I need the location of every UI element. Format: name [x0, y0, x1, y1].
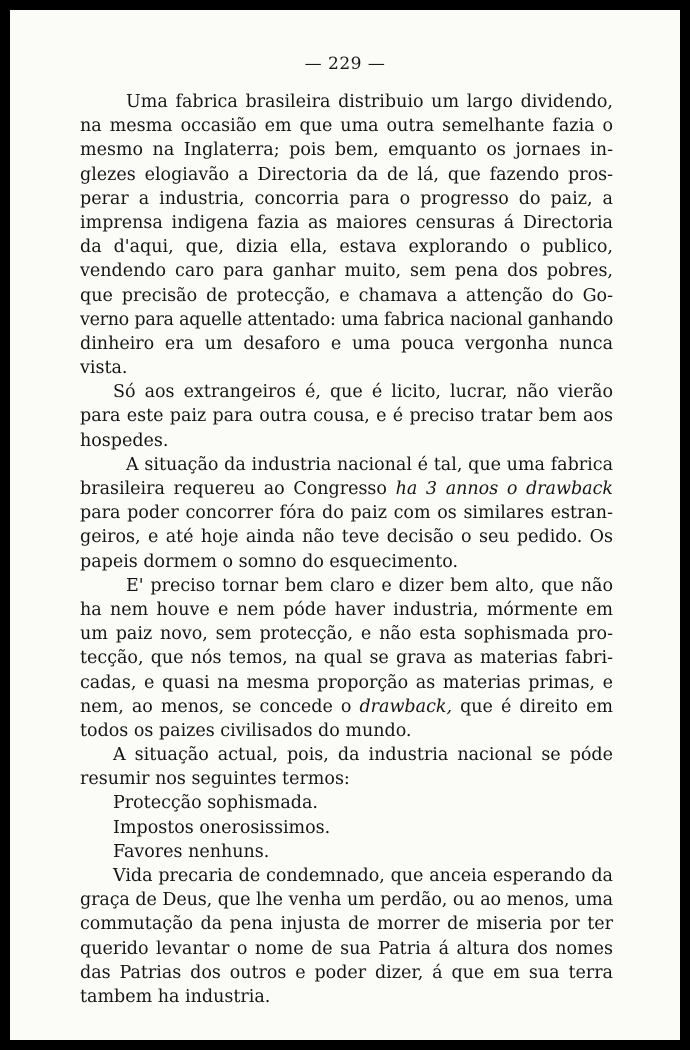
text-line: imprensa indigena fazia as maiores censuras á Directoria — [80, 212, 613, 233]
italic-phrase: ha 3 annos o drawback — [395, 479, 614, 499]
text-line: todos os paizes civilisados do mundo. — [80, 720, 412, 741]
italic-word: drawback, — [359, 696, 453, 717]
text-line: dinheiro era um desaforo e uma pouca vergonha nunca — [80, 333, 613, 354]
text-line: Só aos extrangeiros é, que é licito, lucrar, não vierão — [113, 382, 613, 403]
summary-list — [80, 791, 613, 864]
page-number: — 229 — — [304, 54, 386, 74]
paragraph-5 — [80, 743, 613, 791]
text-line: E' preciso tornar bem claro e dizer bem alto, que não — [126, 575, 613, 596]
text-line: das Patrias dos outros e poder dizer, á que em sua terra — [80, 962, 613, 983]
text-line: vendendo caro para ganhar muito, sem pena dos pobres, — [80, 261, 613, 282]
text-segment: nem, ao menos, se concede o — [80, 696, 360, 717]
text-line: um paiz novo, sem protecção, e não esta sophismada pro- — [80, 624, 613, 645]
text-line: geiros, e até hoje ainda não teve decisão o seu pedido. Os — [80, 527, 613, 548]
book-page — [10, 10, 680, 1040]
text-line: hospedes. — [80, 430, 169, 451]
text-line: cadas, e quasi na mesma proporção as materias primas, e — [80, 672, 613, 693]
text-line: mesmo na Inglaterra; pois bem, emquanto os jornaes in- — [80, 140, 613, 161]
text-line: Vida precaria de condemnado, que anceia esperando da — [113, 866, 613, 886]
text-line: ha nem houve e nem póde haver industria, mórmente em — [80, 599, 613, 620]
text-line: da d'aqui, que, dizia ella, estava explorando o publico, — [80, 237, 613, 258]
text-line: tambem ha industria. — [80, 986, 271, 1007]
text-line-mixed — [80, 477, 613, 501]
paragraph-3 — [80, 453, 613, 574]
text-line: na mesma occasião em que uma outra semelhante fazia o — [80, 116, 613, 137]
text-line: que precisão de protecção, e chamava a attenção do Go- — [80, 285, 613, 306]
list-item: Protecção sophismada. — [113, 793, 318, 814]
text-line: para poder concorrer fóra do paiz com os similares estran- — [80, 503, 613, 524]
text-line: vista. — [80, 358, 128, 379]
text-line: commutação da pena injusta de morrer de miseria por ter — [80, 914, 613, 935]
text-line: Uma fabrica brasileira distribuio um largo dividendo, — [126, 92, 613, 112]
text-line: graça de Deus, que lhe venha um perdão, ou ao menos, uma — [80, 890, 613, 911]
paragraph-4 — [80, 574, 613, 743]
text-line: verno para aquelle attentado: uma fabrica nacional ganhando — [80, 309, 613, 330]
text-line: resumir nos seguintes termos: — [80, 769, 350, 790]
text-segment: que é direito em — [452, 696, 613, 717]
list-item: Favores nenhuns. — [113, 841, 270, 862]
text-line: para este paiz para outra cousa, e é preciso tratar bem aos — [80, 406, 613, 427]
text-line: perar a industria, concorria para o progresso do paiz, a — [80, 188, 613, 209]
body-text — [80, 90, 613, 1009]
text-line: querido levantar o nome de sua Patria á altura dos nomes — [80, 938, 613, 959]
text-line-mixed — [80, 695, 613, 719]
text-line: tecção, que nós temos, na qual se grava as materias fabri- — [80, 648, 613, 669]
text-line: A situação actual, pois, da industria nacional se póde — [113, 745, 613, 766]
text-line: papeis dormem o somno do esquecimento. — [80, 551, 459, 572]
list-item: Impostos onerosissimos. — [113, 817, 331, 838]
text-line: glezes elogiavão a Directoria da de lá, que fazendo pros- — [80, 164, 613, 185]
paragraph-1 — [80, 90, 613, 380]
paragraph-2 — [80, 380, 613, 453]
paragraph-7 — [80, 864, 613, 1009]
text-line: A situação da industria nacional é tal, que uma fabrica — [126, 454, 613, 475]
text-segment: brasileira requereu ao Congresso — [80, 479, 396, 499]
